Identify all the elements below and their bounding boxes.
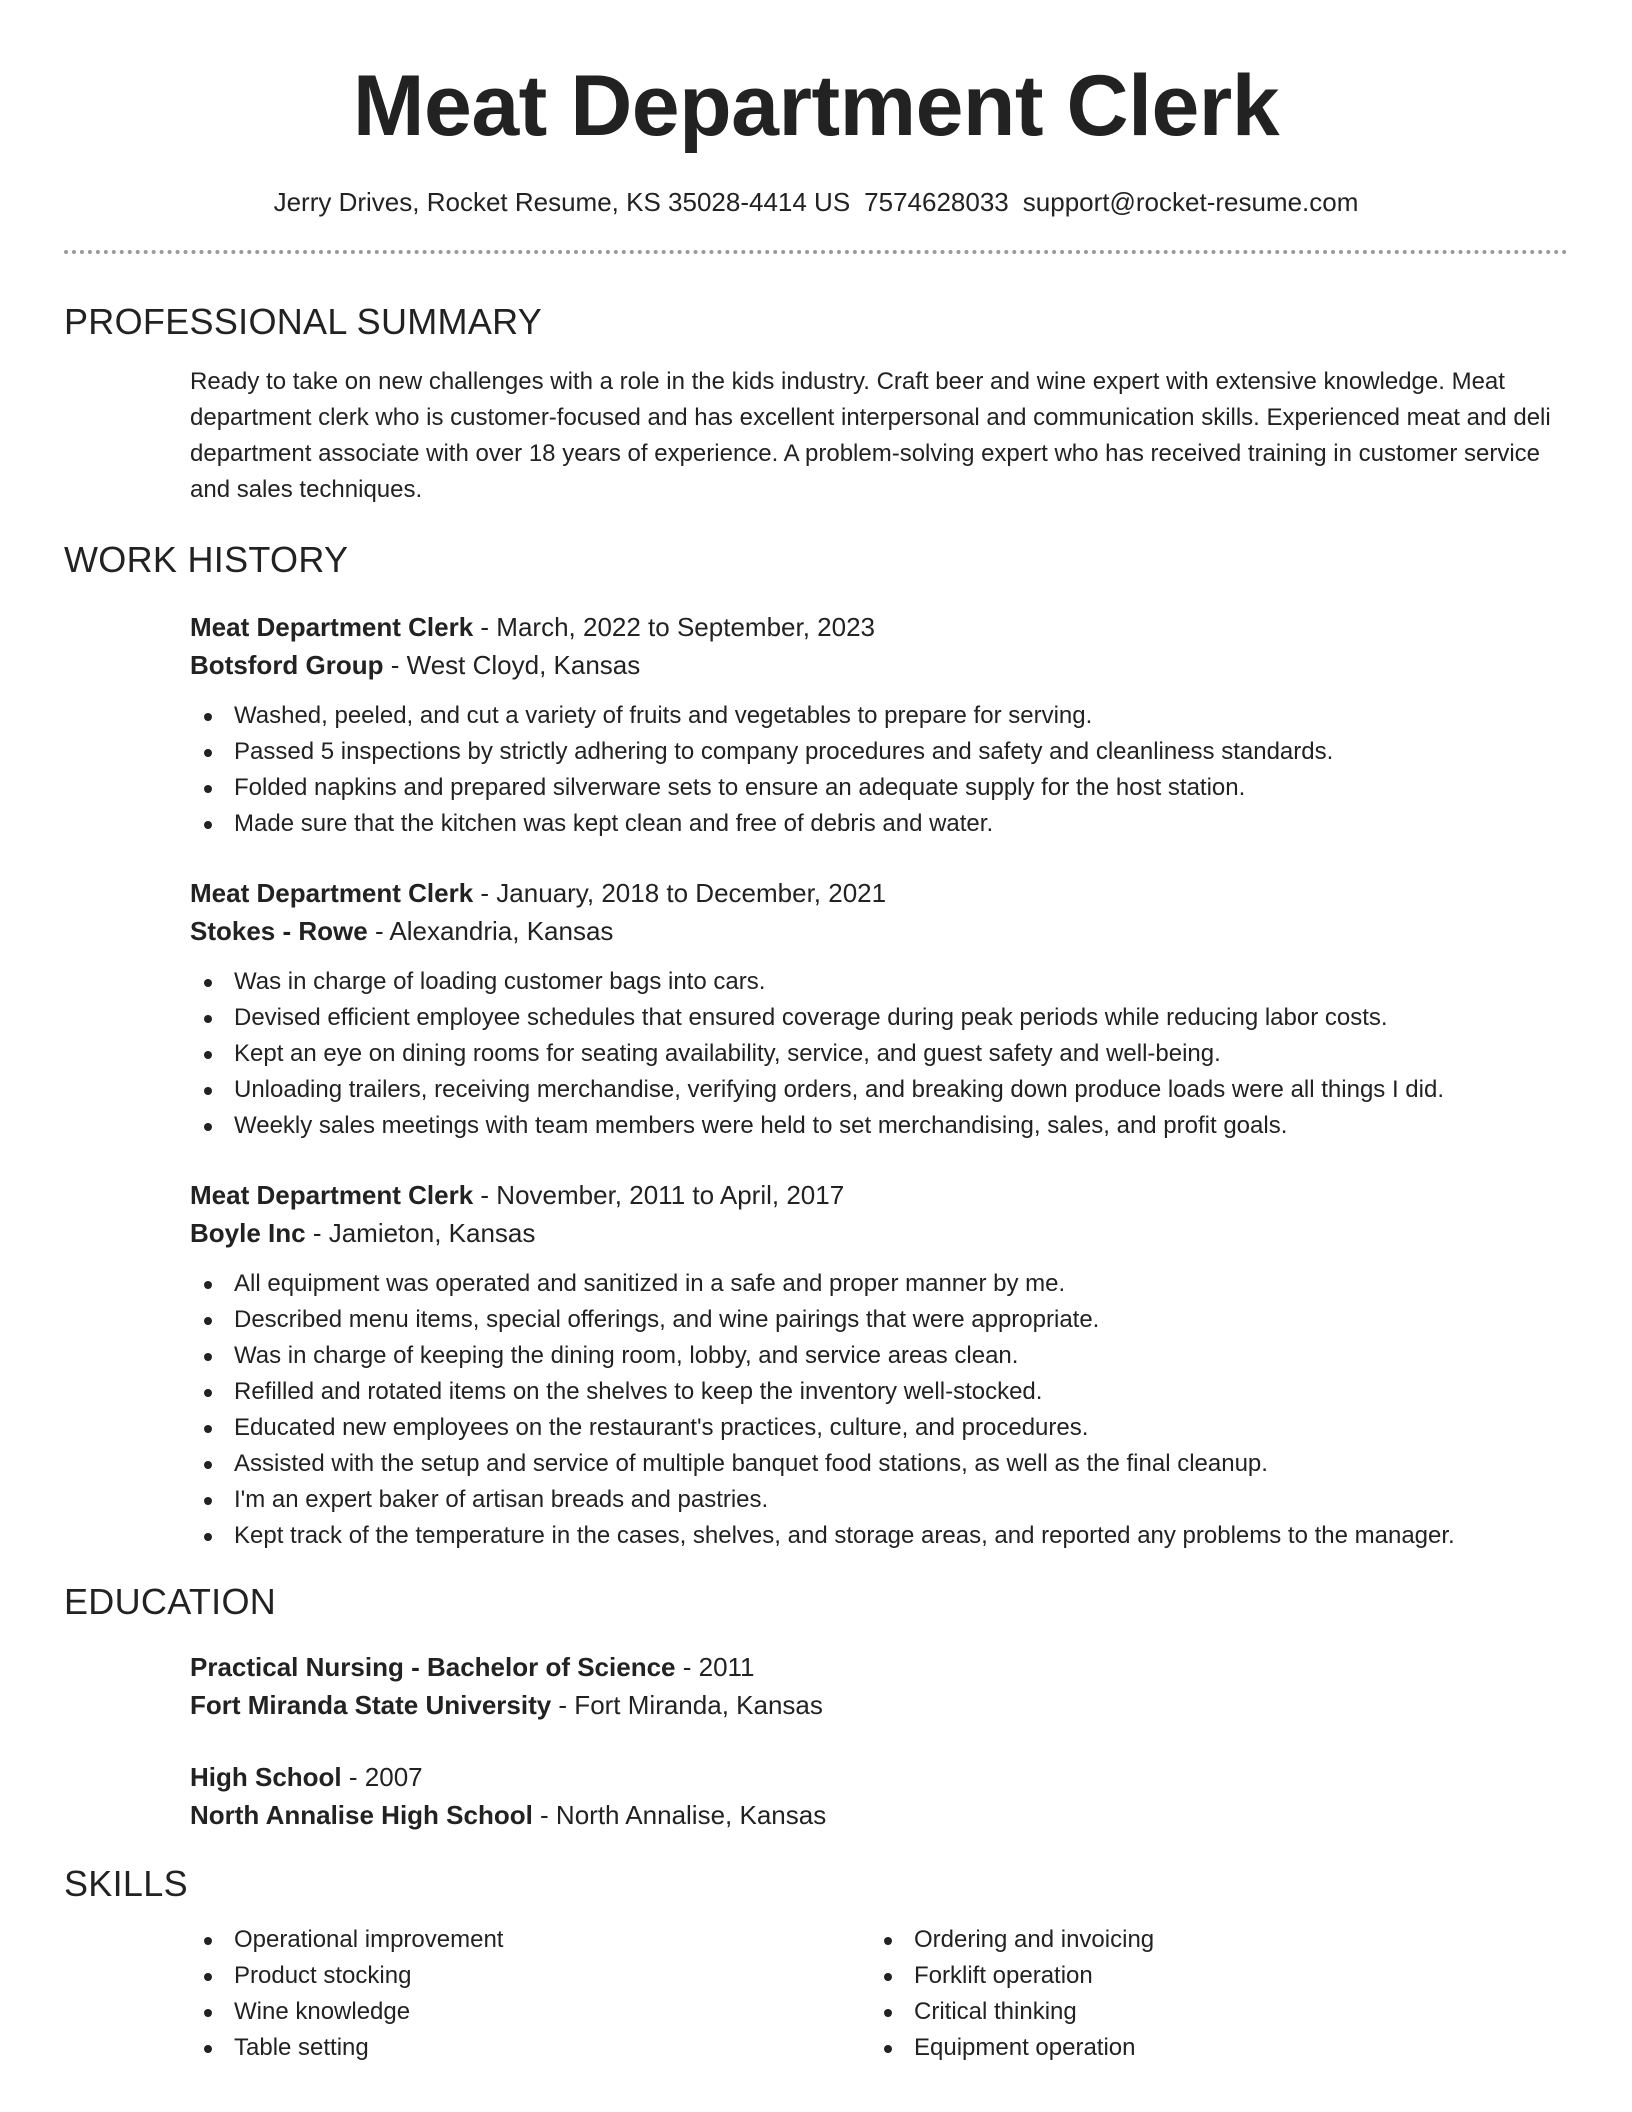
skills-left-list (190, 1922, 870, 2066)
degree: High School (190, 1762, 342, 1792)
job-entry (190, 1176, 1568, 1554)
list-item: Devised efficient employee schedules that ensured coverage during peak periods while reducing labor costs. (190, 1000, 1568, 1036)
degree-line (190, 1758, 1568, 1796)
list-item: Made sure that the kitchen was kept clean and free of debris and water. (190, 806, 1568, 842)
job-title: Meat Department Clerk (190, 612, 474, 642)
job-title-line (190, 608, 1568, 646)
degree: Practical Nursing - Bachelor of Science (190, 1652, 676, 1682)
work-history-heading: WORK HISTORY (64, 539, 349, 580)
job-company: Botsford Group (190, 650, 384, 680)
job-location: - Alexandria, Kansas (367, 916, 614, 946)
skills-column-left (190, 1922, 870, 2066)
job-title-line (190, 1176, 1568, 1214)
job-company-line (190, 1214, 1568, 1252)
resume-page (64, 0, 1568, 2066)
skills-list (190, 1922, 1568, 2066)
list-item: Forklift operation (870, 1958, 1550, 1994)
job-company: Stokes - Rowe (190, 916, 368, 946)
school-location: - Fort Miranda, Kansas (551, 1690, 823, 1720)
job-location: - West Cloyd, Kansas (383, 650, 641, 680)
job-company-line (190, 646, 1568, 684)
school-location: - North Annalise, Kansas (532, 1800, 827, 1830)
list-item: Was in charge of keeping the dining room, lobby, and service areas clean. (190, 1338, 1568, 1374)
school-line (190, 1796, 1568, 1834)
list-item: Kept track of the temperature in the cases, shelves, and storage areas, and reported any problems to the manager. (190, 1518, 1568, 1554)
list-item: Ordering and invoicing (870, 1922, 1550, 1958)
list-item: Unloading trailers, receiving merchandise, verifying orders, and breaking down produce loads were all things I did. (190, 1072, 1568, 1108)
list-item: Was in charge of loading customer bags into cars. (190, 964, 1568, 1000)
list-item: Wine knowledge (190, 1994, 870, 2030)
job-bullets (190, 964, 1568, 1144)
summary-text: Ready to take on new challenges with a role in the kids industry. Craft beer and wine expert with extensive knowledge. Meat department clerk who is customer-focused and has excellent interpersonal and communication skills. Experienced meat and deli department associate with over 18 years of experience. A problem-solving expert who has received training in customer service and sales techniques. (190, 368, 1551, 503)
job-company: Boyle Inc (190, 1218, 306, 1248)
degree-line (190, 1648, 1568, 1686)
list-item: Passed 5 inspections by strictly adhering to company procedures and safety and cleanliness standards. (190, 734, 1568, 770)
job-bullets (190, 1266, 1568, 1554)
job-location: - Jamieton, Kansas (305, 1218, 536, 1248)
job-dates: - November, 2011 to April, 2017 (473, 1180, 845, 1210)
contact-address: Jerry Drives, Rocket Resume, KS 35028-4414 US (273, 187, 851, 217)
degree-year: - 2007 (341, 1762, 423, 1792)
list-item: Educated new employees on the restaurant's practices, culture, and procedures. (190, 1410, 1568, 1446)
header-divider (64, 250, 1568, 254)
list-item: Table setting (190, 2030, 870, 2066)
summary-heading: PROFESSIONAL SUMMARY (64, 301, 543, 342)
list-item: Weekly sales meetings with team members were held to set merchandising, sales, and profit goals. (190, 1108, 1568, 1144)
school-line (190, 1686, 1568, 1724)
job-title: Meat Department Clerk (190, 1180, 474, 1210)
list-item: Product stocking (190, 1958, 870, 1994)
list-item: Described menu items, special offerings, and wine pairings that were appropriate. (190, 1302, 1568, 1338)
education-entry (190, 1758, 1568, 1834)
list-item: All equipment was operated and sanitized in a safe and proper manner by me. (190, 1266, 1568, 1302)
list-item: Operational improvement (190, 1922, 870, 1958)
list-item: Critical thinking (870, 1994, 1550, 2030)
school: North Annalise High School (190, 1800, 533, 1830)
list-item: Equipment operation (870, 2030, 1550, 2066)
job-bullets (190, 698, 1568, 842)
skills-right-list (870, 1922, 1550, 2066)
education-heading: EDUCATION (64, 1581, 277, 1622)
job-entry (190, 608, 1568, 842)
job-title: Meat Department Clerk (190, 878, 474, 908)
job-title-line (190, 874, 1568, 912)
list-item: Refilled and rotated items on the shelves to keep the inventory well-stocked. (190, 1374, 1568, 1410)
contact-line (64, 186, 1568, 218)
job-company-line (190, 912, 1568, 950)
school: Fort Miranda State University (190, 1690, 552, 1720)
list-item: Folded napkins and prepared silverware sets to ensure an adequate supply for the host station. (190, 770, 1568, 806)
list-item: Kept an eye on dining rooms for seating availability, service, and guest safety and well-being. (190, 1036, 1568, 1072)
skills-column-right (870, 1922, 1550, 2066)
job-dates: - March, 2022 to September, 2023 (473, 612, 875, 642)
skills-heading: SKILLS (64, 1863, 188, 1904)
degree-year: - 2011 (675, 1652, 755, 1682)
job-dates: - January, 2018 to December, 2021 (473, 878, 887, 908)
job-entry (190, 874, 1568, 1144)
list-item: Washed, peeled, and cut a variety of fruits and vegetables to prepare for serving. (190, 698, 1568, 734)
contact-email: support@rocket-resume.com (1022, 187, 1359, 217)
list-item: Assisted with the setup and service of multiple banquet food stations, as well as the final cleanup. (190, 1446, 1568, 1482)
list-item: I'm an expert baker of artisan breads and pastries. (190, 1482, 1568, 1518)
contact-phone: 7574628033 (864, 187, 1009, 217)
education-entry (190, 1648, 1568, 1724)
resume-title: Meat Department Clerk (352, 58, 1280, 154)
